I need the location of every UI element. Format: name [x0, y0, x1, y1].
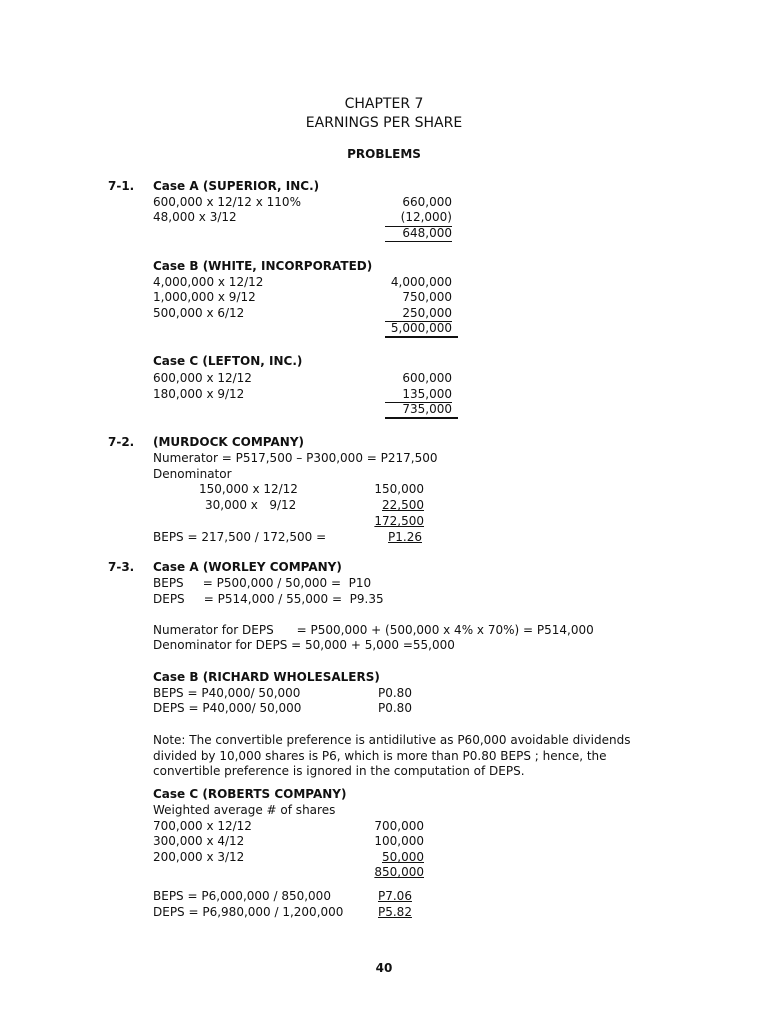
- calc-value: 100,000: [374, 834, 424, 848]
- deps-label: DEPS = P40,000/ 50,000: [153, 701, 302, 715]
- case-heading: Case B (WHITE, INCORPORATED): [153, 259, 373, 273]
- problem-number: 7-2.: [108, 435, 135, 449]
- calc-label: 700,000 x 12/12: [153, 819, 252, 833]
- calc-total: 850,000: [374, 865, 424, 879]
- chapter-number: CHAPTER 7: [344, 96, 424, 112]
- calc-label: 150,000 x 12/12: [199, 482, 298, 496]
- total-value: 5,000,000: [390, 321, 452, 335]
- total-value: 735,000: [402, 402, 452, 416]
- beps-label: BEPS = 217,500 / 172,500 =: [153, 530, 327, 544]
- calc-value: 50,000: [382, 850, 424, 864]
- case-heading: Case A (SUPERIOR, INC.): [153, 179, 320, 193]
- case-heading: Case A (WORLEY COMPANY): [153, 560, 342, 574]
- calc-label: 30,000 x 9/12: [205, 498, 297, 512]
- calc-total: 172,500: [374, 514, 424, 528]
- calc-label: 200,000 x 3/12: [153, 850, 245, 864]
- calc-value: 700,000: [374, 819, 424, 833]
- numerator-line: Numerator = P517,500 – P300,000 = P217,500: [153, 451, 438, 465]
- calc-label: 500,000 x 6/12: [153, 306, 245, 320]
- calc-label: 4,000,000 x 12/12: [153, 275, 264, 289]
- calc-total: [385, 321, 458, 338]
- beps-value: P7.06: [378, 889, 412, 903]
- case-heading: Case C (ROBERTS COMPANY): [153, 787, 347, 801]
- problem-number: 7-3.: [108, 560, 135, 574]
- deps-value: P5.82: [378, 905, 412, 919]
- beps-label: BEPS = P6,000,000 / 850,000: [153, 889, 331, 903]
- chapter-title: EARNINGS PER SHARE: [305, 115, 463, 131]
- calc-label: 1,000,000 x 9/12: [153, 290, 256, 304]
- calc-value: 600,000: [402, 371, 452, 385]
- calc-value: 22,500: [382, 498, 424, 512]
- section-title: PROBLEMS: [347, 147, 421, 161]
- calc-label: 48,000 x 3/12: [153, 210, 237, 224]
- calc-value: (12,000): [385, 210, 452, 227]
- case-heading: Case B (RICHARD WHOLESALERS): [153, 670, 380, 684]
- calc-value: 750,000: [402, 290, 452, 304]
- case-heading: Case C (LEFTON, INC.): [153, 354, 303, 368]
- calc-value: 4,000,000: [390, 275, 452, 289]
- calc-label: 180,000 x 9/12: [153, 387, 245, 401]
- note-paragraph: Note: The convertible preference is antidilutive as P60,000 avoidable dividends divided by 10,000 shares is P6, which is more than P0.80 BEPS ; hence, the convertible preference is ignored in the computation of DEPS.: [153, 733, 631, 778]
- deps-value: P0.80: [378, 701, 412, 715]
- deps-label: DEPS = P6,980,000 / 1,200,000: [153, 905, 344, 919]
- calc-value: 150,000: [374, 482, 424, 496]
- beps-value: P1.26: [388, 530, 422, 544]
- calc-label: 600,000 x 12/12: [153, 371, 252, 385]
- case-heading: (MURDOCK COMPANY): [153, 435, 305, 449]
- beps-line: BEPS = P500,000 / 50,000 = P10: [153, 576, 372, 590]
- problem-number: 7-1.: [108, 179, 135, 193]
- denominator-label: Denominator: [153, 467, 232, 481]
- deps-line: DEPS = P514,000 / 55,000 = P9.35: [153, 592, 384, 606]
- calc-label: 600,000 x 12/12 x 110%: [153, 195, 301, 209]
- calc-value: 250,000: [385, 306, 452, 322]
- calc-label: 300,000 x 4/12: [153, 834, 245, 848]
- beps-label: BEPS = P40,000/ 50,000: [153, 686, 301, 700]
- denominator-line: Denominator for DEPS = 50,000 + 5,000 =55,000: [153, 638, 455, 652]
- calc-total: [385, 402, 458, 419]
- calc-total: 648,000: [385, 226, 452, 242]
- calc-value: 660,000: [402, 195, 452, 209]
- subheading: Weighted average # of shares: [153, 803, 336, 817]
- calc-value: 135,000: [385, 387, 452, 403]
- page-number: 40: [375, 961, 393, 975]
- beps-value: P0.80: [378, 686, 412, 700]
- numerator-line: Numerator for DEPS = P500,000 + (500,000 x 4% x 70%) = P514,000: [153, 623, 594, 637]
